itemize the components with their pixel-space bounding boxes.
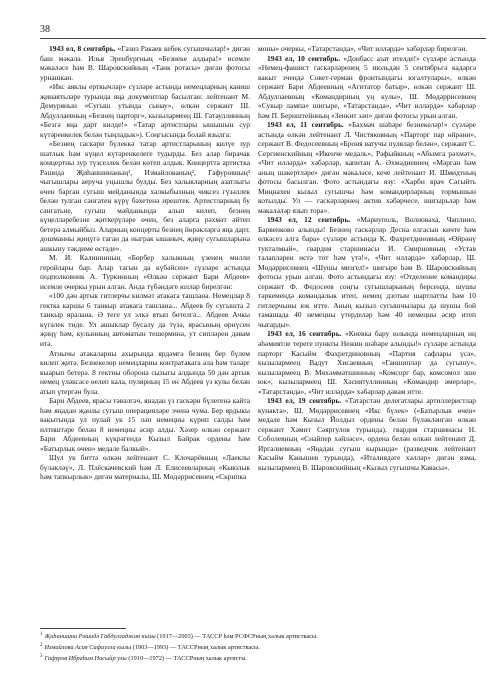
paragraph-text: «Мариуполь, Волноваха, Чаплино, Барвенково алынды! Безнең гаскәрләр Десна елгасын кичте һәм өлкәсез алга бара» сүзләре астында К. Фахретдиновның «Өйрәнү тукталмый», гвардия старшинасы И. Смирновның «Устав талапләрен истә тот һәм үтә!», «Чит илләрдә» хәбәрләр, Ш. Мөдәррисевнең «Шушы мизгел!» шигыре һәм В. Шаровскийның фотосы урын алган. Фото астындагы язу: «Отделение командиры сержант Ф. Федосеев соңгы сугышларының берсендә, шушы тәркемендә командалык итеп, немец дзотын шартлатты һәм 10 гитлерчыны юк итте. Аның кызыл сугышчылары да шушы бой тамашада 40 немецны үтерделәр һәм 40 немецны әсир итеп чыгарды». [258, 215, 476, 329]
paragraph [258, 396, 476, 472]
footnote-number: 1 [40, 632, 43, 637]
footnote-name: Җиһаншина Рәшидә Габдулладжан кызы [44, 633, 156, 641]
paragraph-text: «Татарстан делегатлары артиллеристлар кунакта», Ш. Мөдәррисевнең «Икс бүлек» («Батырлык өчен» медале һәм Кызыл Йолдыз ордены белән бүләкләнгән өлкән сержант Хәмит Сәяргулов турында), гвардия старшинасы Н. Соболевның «Снайпер хәйләсе», ордена белән өлкән лейтенант Д. Иргалиевның «Яңадан сугыш кырында» (разведчик лейтенант Касыйм Канышев турында), «Италиядәге хәлләр» дигән язма, кызылармеец В. Шаровскийның «Кызыл сугышчы Кавасы». [258, 396, 476, 472]
quote-paragraph [40, 139, 250, 253]
paragraph-text: «Икс аяклы ерткычлар» сүзләре астында немецларның каниш җинаятьләре турында яңа документлар басылган: лейтенант М. Демурянын «Сугыш утында сынау», өлкән сержант Ш. Абдуллаевның «Безнең парторг», кызылармеец Ш. Гатауллинның «Безгә яңа дарт килде!» «Татар артистлары ышышын сур күтәренкелек белән тыңладык»). Соңгысында болай язылга: [40, 82, 250, 139]
paragraph-text: «Донбасс азат ителде!» сүзләре астында «Немец-фашист гаскәрләренең 5 июльдән 5 сентябрьгә кадәргә вакыт эчендә Совет-герман фронтындагы югалтулары», өлкән сержант Бари Абдеевның «Агитатор батыр», өлкән сержант Ш. Абдуллаевның «Командирның уң кулы», Ш. Мөдәррисевнең «Сукыр лампа» шигыре, «Татарстанда», «Чит илләрдә» хәбәрләр һәм П. Бернштейнның «Зенкит зәп» дигән фотосы урын алган. [258, 53, 476, 120]
dateline: 1943 ел, 11 сентябрь. [267, 120, 344, 130]
paragraph-text: «Безнең гаскәри бүлеккә татар артистларының килүе зур шатлык һәм күңел күтәренкелеге тудырды. Без алар бирачак концертны зур түзсезлек белән көтеп алдык. Концертта артистка Рәшидә Җиһаншинаның¹, Измайлованың², Гафуровның³ чыгышлары аеруча уңышлы булды. Без халыкларның азатлыгы өчен барган сугыш мейданында халкыбызның чиксез гүзәллек белән тулган сәнгатен күрү бәхетенә ирештек. Артистларның бу сәнгатьне, сугыш мәйданында алып килеп, безнең күңелләребезне җиткерүләре өчен, без аларга рәхмәт әйтеп бетерә алмыйбыз. Аларның концерты безнең йөрәкләргә яңа дарт, дошманны җиңүгә таган да ныграк ышаныч, җиңү сугышларына ашкыну тәкдиме өстәде». [40, 139, 250, 253]
footnote-rule [40, 628, 126, 629]
paragraph-text: «Газиз Ракаев кебек сугышчылар!» дигән баш мәкалә. Илья Эренбургның «Безнеке алдыра!» исемле мәкаләсе һәм В. Шаровскийның «Танк ротасы» дигән фотосы урнашкан. [40, 44, 250, 82]
dateline: 1943 ел, 8 сентябрь. [49, 44, 116, 53]
footnote-name: Гафуров Ибраһим Насыйр улы [44, 654, 127, 662]
footnotes [40, 631, 460, 663]
dateline: 1943 ел, 10 сентябрь. [267, 53, 341, 63]
right-column [258, 44, 476, 472]
paragraph [258, 120, 476, 215]
paragraph-text: «Бахмач шәһәре безнекеләр!» сүзләре астында өлкән лейтенант Л. Чистяковның «Парторг пар өйрәни», сержант В. Федосеевның «Броня ватучы пулялар белән», сержант С. Сергиенскийның «Икенче медаль», Рәфыйкның «Абымга рәхмәт», «Чит илләрдә» хәбәрләр, капитан А. Әхмәдиевнең «Мәрган һәм аның шәкертләре» дигән мәкаләсе, кече лейтенант И. Шмидтның фотосы басылган. Фото астындагы язу: «Харби врач Сәгыйть Миңнахев кызыл сугышчы һәм командирларның тормышын котылды. Ул — гаскәрләрнең актив хәбәрчесе, шигырьләр һәм мәкаләләр язып тора». [258, 120, 476, 215]
footnote [40, 642, 460, 653]
header-rule [40, 38, 486, 39]
footnote-number: 3 [40, 653, 43, 659]
paragraph-text: Шул ук биттә өлкән лейтенант С. Клочарёвның «Лаеклы бүләкләү», Л. Плёскачевский һәм Л. Елисеевларның «Кыюлык һәм тапкырлык» дигән материалы, Ш. Мөдәррисевнең «Скрипка [40, 453, 250, 482]
paragraph-text: Атнычы атакаларны ахырында ярдәмгә безнең бер бүлем килеп җитә. Безнекелөр немецларны контратакага ала һәм таларг кыарып бетерә. 8 гектны оборона сызыгы алдында 50 дән артык немец үләксәсе өелеп кала, пулярның 15 ен Абдеев үз кулы белән атып үтергән була. [40, 348, 250, 396]
paragraph [258, 215, 476, 329]
paragraph [258, 44, 476, 54]
footnote-name: Измайлова Асия Сафиулла кызы [44, 643, 132, 651]
footnote-text: (1917—2003) — ТАССР һәм РСФСРның халык артисткасы. [155, 633, 318, 641]
page-number: 38 [40, 24, 50, 35]
footnote-text: (1903—1993) — ТАССРның халык артисткасы. [131, 643, 260, 651]
footnote-text: (1910—1972) — ТАССРның халык артисты. [126, 654, 247, 662]
footnote-number: 2 [40, 642, 43, 648]
paragraph-text: «Киевка бару юлында немецларның иң әһәмиятле тереге пункты Нежин шәһәре алынды!» сүзләре астында парторг Касыйм Фахретдиновның «Партия сафлары үсә», кызылармеец Вадут Хисаевның «Гаишипләр да сугышу», кызылармеец В. Мөхәммәтшинның «Комсорг бар, комсомол эше юк», кызылармеец Ш. Хәсиятуллинның «Командир әмерләр», «Татарстанда», «Чит илләрдә» хәбәрләр дәвам итте. [258, 329, 476, 396]
paragraph-text: моны» очеркы, «Татарстанда», «Чит илләрдә» хәбәрләр бирелгән. [258, 44, 468, 53]
paragraph [40, 253, 250, 291]
quote-paragraph [40, 349, 250, 397]
left-column [40, 44, 250, 482]
footnote [40, 653, 460, 664]
paragraph-text: «100 дән артык гитлерчы килмәт атакага ташлана. Немецлар 8 гектка каршы 6 танкыр атакага ташлана... Абдеев бу сугышта 2 танкыр яралана. Ә теге ул элкә ятып бөтелгә... Абдеев Ачкы күгәлек тиде. Ул ашыклар бусалу да түзә, ярасының өрнүсен җиңү һәм, кулынның автоматын тешерминә, ут сипләрен дәвам итә. [40, 291, 250, 348]
footnote [40, 631, 460, 642]
paragraph-text: М. И. Калининның «Бөрбер халыкның үзенең милли геройлары бар. Алар тагын да күбәйсен» сүзләре астында подполковник А. Туркинның «Өлкән сержант Бари Абдеев» исемле очеркы урын алган. Анда түбәндәге юллар бирелгән: [40, 253, 250, 291]
paragraph [40, 453, 250, 482]
dateline: 1943 ел, 12 сентябрь. [267, 215, 351, 225]
quote-paragraph [40, 396, 250, 453]
quote-paragraph [40, 291, 250, 348]
dateline: 1943 ел, 16 сентябрь. [267, 329, 342, 339]
paragraph [258, 54, 476, 121]
paragraph [40, 82, 250, 139]
paragraph [258, 329, 476, 396]
paragraph-text: Бари Абдеев, ярасы тәвәлгәч, янадан үз гаскәрн бүлегенә кайта һәм яңадан җанлы сугыш операцияләре эченә чума. Бер ярдыкы вакытында ул пулай ук 15 ләп немецны күрип салды һәм илтиштәре белән 8 немецны әсир алды. Хәзер өлкән сержант Бари Абдеевның күкрәгендә Кызыл Байрак ордены һәм «Батырлык өчен» медале балкый». [40, 396, 250, 453]
paragraph [40, 44, 250, 82]
dateline: 1943 ел, 19 сентябрь. [267, 396, 342, 406]
